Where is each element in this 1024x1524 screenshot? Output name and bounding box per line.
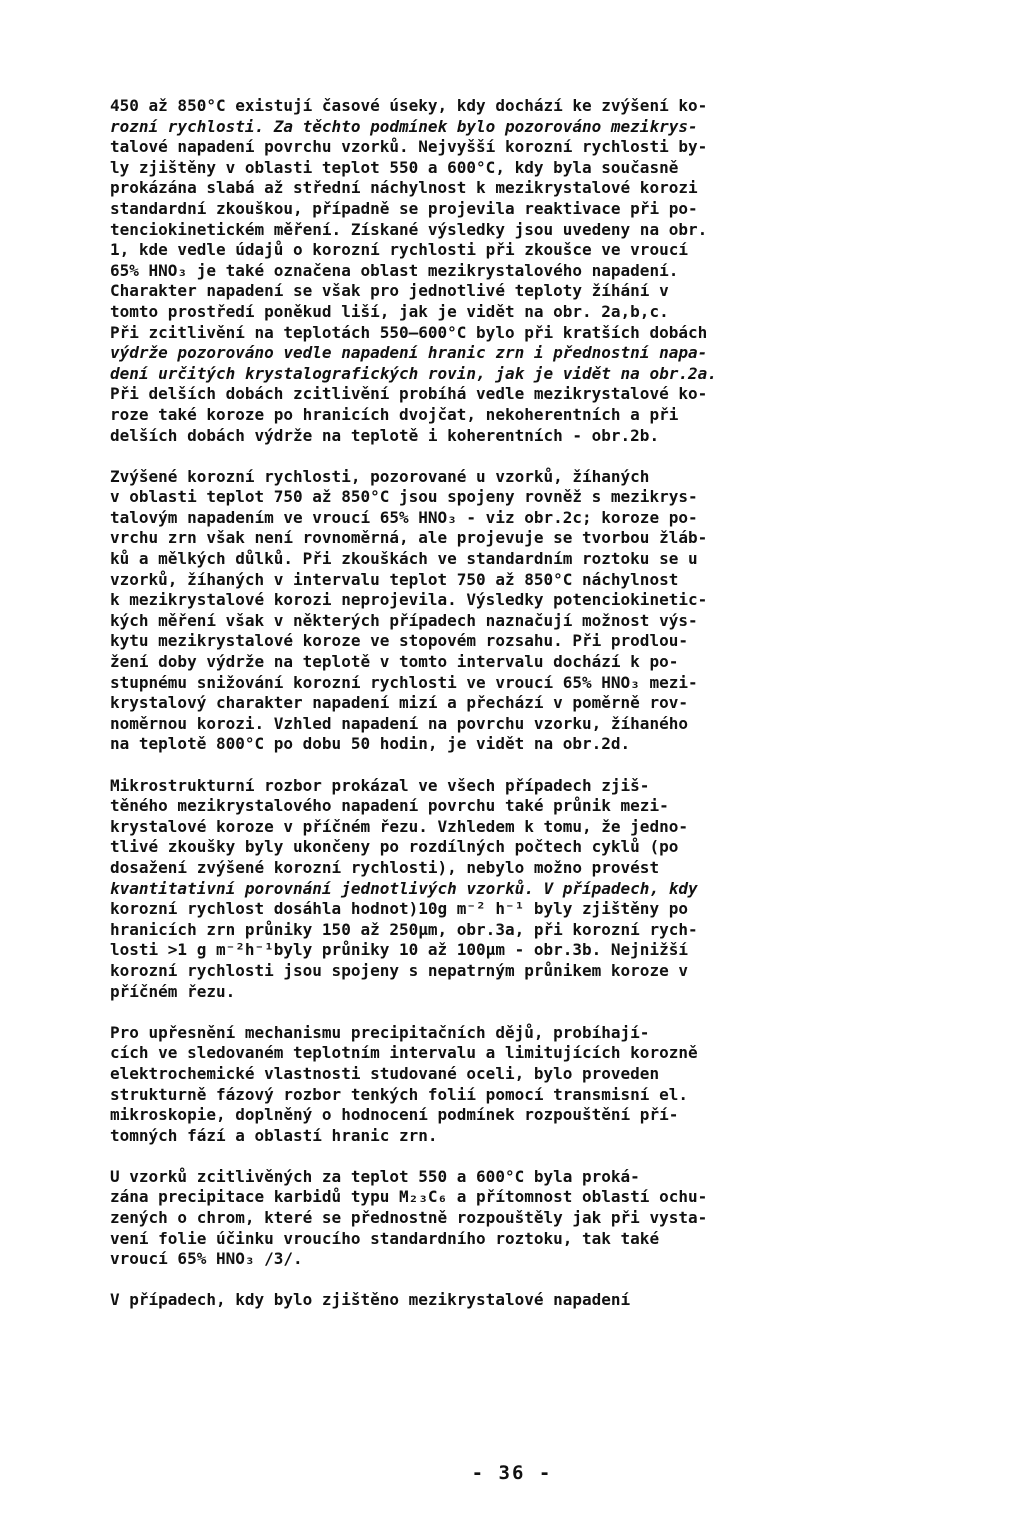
paragraph-3: [110, 776, 960, 1003]
text-line: k mezikrystalové korozi neprojevila. Výsledky potenciokinetic-: [110, 590, 708, 610]
paragraph-5: [110, 1167, 960, 1270]
text-line: tomto prostředí poněkud liší, jak je vidět na obr. 2a,b,c.: [110, 301, 669, 321]
text-line: roze také koroze po hranicích dvojčat, nekoherentních a při: [110, 404, 679, 424]
text-line: strukturně fázový rozbor tenkých folií pomocí transmisní el.: [110, 1084, 688, 1104]
text-line: delších dobách výdrže na teplotě i koherentních - obr.2b.: [110, 425, 660, 445]
paragraph-6: [110, 1290, 960, 1311]
text-line: dosažení zvýšené korozní rychlosti), nebylo možno provést: [110, 857, 660, 877]
text-line: U vzorků zcitlivěných za teplot 550 a 600°C byla proká-: [110, 1166, 640, 1186]
text-line: Při delších dobách zcitlivění probíhá vedle mezikrystalové ko-: [110, 384, 708, 404]
text-line: výdrže pozorováno vedle napadení hranic zrn i přednostní napa-: [110, 343, 708, 363]
text-line: zána precipitace karbidů typu M₂₃C₆ a přítomnost oblastí ochu-: [110, 1187, 708, 1207]
text-line: vení folie účinku vroucího standardního roztoku, tak také: [110, 1228, 660, 1248]
text-line: krystalový charakter napadení mizí a přechází v poměrně rov-: [110, 693, 688, 713]
text-line: Charakter napadení se však pro jednotlivé teploty žíhání v: [110, 281, 669, 301]
text-line: zených o chrom, které se přednostně rozpouštěly jak při vysta-: [110, 1208, 708, 1228]
paragraph-2: [110, 467, 960, 755]
text-line: příčném řezu.: [110, 981, 236, 1001]
text-line: elektrochemické vlastnosti studované oceli, bylo proveden: [110, 1063, 660, 1083]
page-number: - 36 -: [471, 1462, 553, 1484]
text-line: kých měření však v některých případech naznačují možnost výs-: [110, 610, 698, 630]
text-line: losti >1 g m⁻²h⁻¹byly průniky 10 až 100μm - obr.3b. Nejnižší: [110, 940, 688, 960]
text-line: 1, kde vedle údajů o korozní rychlosti při zkoušce ve vroucí: [110, 240, 688, 260]
text-line: tlivé zkoušky byly ukončeny po rozdílných počtech cyklů (po: [110, 837, 679, 857]
text-line: kvantitativní porovnání jednotlivých vzorků. V případech, kdy: [110, 878, 698, 898]
text-line: 450 až 850°C existují časové úseky, kdy dochází ke zvýšení ko-: [110, 96, 708, 115]
text-line: noměrnou korozi. Vzhled napadení na povrchu vzorku, žíhaného: [110, 713, 688, 733]
text-line: mikroskopie, doplněný o hodnocení podmínek rozpouštění pří-: [110, 1105, 679, 1125]
text-line: Pro upřesnění mechanismu precipitačních dějů, probíhají-: [110, 1022, 650, 1042]
text-line: korozní rychlost dosáhla hodnot)10g m⁻² h⁻¹ byly zjištěny po: [110, 899, 688, 919]
text-line: vroucí 65% HNO₃ /3/.: [110, 1249, 303, 1269]
text-line: cích ve sledovaném teplotním intervalu a limitujících korozně: [110, 1043, 698, 1063]
text-line: těného mezikrystalového napadení povrchu také průnik mezi-: [110, 796, 669, 816]
text-line: Zvýšené korozní rychlosti, pozorované u vzorků, žíhaných: [110, 466, 650, 486]
text-line: prokázána slabá až střední náchylnost k mezikrystalové korozi: [110, 178, 698, 198]
text-line: krystalové koroze v příčném řezu. Vzhledem k tomu, že jedno-: [110, 816, 688, 836]
text-line: kytu mezikrystalové koroze ve stopovém rozsahu. Při prodlou-: [110, 631, 688, 651]
text-line: hranicích zrn průniky 150 až 250μm, obr.3a, při korozní rych-: [110, 919, 698, 939]
text-line: stupnému snižování korozní rychlosti ve vroucí 65% HNO₃ mezi-: [110, 672, 698, 692]
text-line: vzorků, žíhaných v intervalu teplot 750 až 850°C náchylnost: [110, 569, 679, 589]
text-line: tenciokinetickém měření. Získané výsledky jsou uvedeny na obr.: [110, 219, 708, 239]
text-line: ků a mělkých důlků. Při zkouškách ve standardním roztoku se u: [110, 549, 698, 569]
text-line: V případech, kdy bylo zjištěno mezikrystalové napadení: [110, 1290, 631, 1310]
text-line: Mikrostrukturní rozbor prokázal ve všech případech zjiš-: [110, 775, 650, 795]
text-line: tomných fází a oblastí hranic zrn.: [110, 1125, 438, 1145]
text-line: žení doby výdrže na teplotě v tomto intervalu dochází k po-: [110, 652, 679, 672]
paragraph-4: [110, 1023, 960, 1147]
text-line: ly zjištěny v oblasti teplot 550 a 600°C, kdy byla současně: [110, 157, 679, 177]
text-line: dení určitých krystalografických rovin, jak je vidět na obr.2a.: [110, 363, 717, 383]
text-line: vrchu zrn však není rovnoměrná, ale projevuje se tvorbou žláb-: [110, 528, 708, 548]
text-line: talovým napadením ve vroucí 65% HNO₃ - viz obr.2c; koroze po-: [110, 507, 698, 527]
text-line: 65% HNO₃ je také označena oblast mezikrystalového napadení.: [110, 260, 679, 280]
text-line: standardní zkouškou, případně se projevila reaktivace při po-: [110, 198, 698, 218]
body-text: [110, 96, 960, 1311]
text-line: rozní rychlosti. Za těchto podmínek bylo pozorováno mezikrys-: [110, 116, 698, 136]
text-line: talové napadení povrchu vzorků. Nejvyšší korozní rychlosti by-: [110, 137, 708, 157]
text-line: na teplotě 800°C po dobu 50 hodin, je vidět na obr.2d.: [110, 734, 631, 754]
text-line: v oblasti teplot 750 až 850°C jsou spojeny rovněž s mezikrys-: [110, 487, 698, 507]
text-line: korozní rychlosti jsou spojeny s nepatrným průnikem koroze v: [110, 960, 688, 980]
text-line: Při zcitlivění na teplotách 550–600°C bylo při kratších dobách: [110, 322, 708, 342]
paragraph-1: [110, 96, 960, 446]
